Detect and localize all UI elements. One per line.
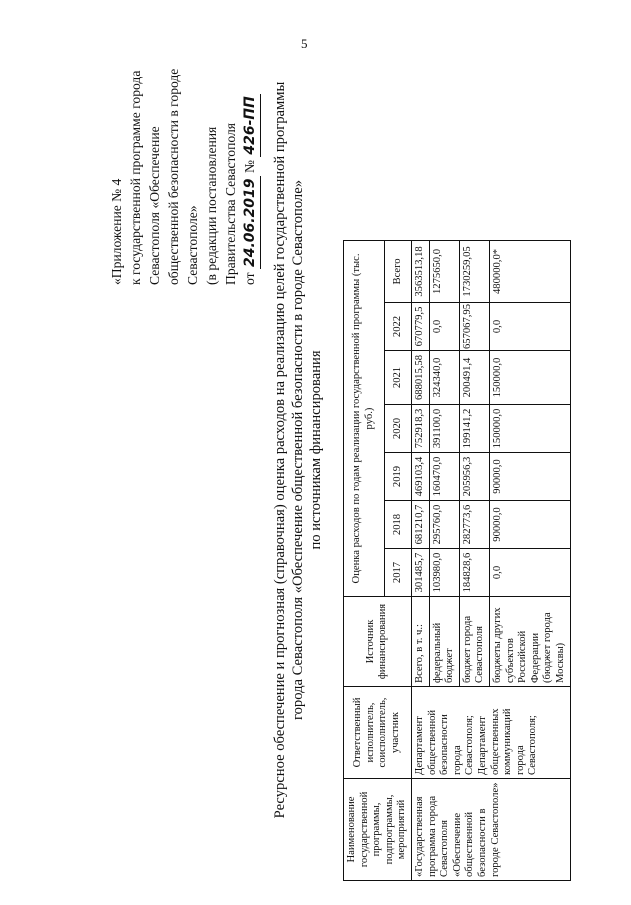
header-year: 2022: [384, 302, 411, 350]
header-year: 2020: [384, 405, 411, 453]
program-name-cell: «Государственная программа города Севастополя «Обеспечение общественной безопасности в городе Севастополе»: [411, 779, 570, 881]
source-cell: бюджет города Севастополя: [459, 597, 489, 687]
value-cell: 160470,0: [429, 453, 459, 501]
number-prefix: №: [242, 160, 257, 174]
total-cell: 1275650,0: [429, 240, 459, 302]
value-cell: 150000,0: [489, 405, 570, 453]
value-cell: 90000,0: [489, 453, 570, 501]
funding-table: [343, 240, 571, 881]
title-line: Ресурсное обеспечение и прогнозная (справочная) оценка расходов на реализацию целей государственной программы: [272, 81, 288, 819]
appendix-line: к государственной программе города: [128, 70, 143, 285]
value-cell: 184828,6: [459, 549, 489, 597]
header-executor: Ответственный исполнитель, соисполнитель, участник: [344, 687, 412, 779]
value-cell: 150000,0: [489, 351, 570, 405]
document-title: [271, 15, 325, 885]
source-cell: федеральный бюджет: [429, 597, 459, 687]
header-year: 2018: [384, 501, 411, 549]
appendix-line: (в редакции постановления: [204, 126, 219, 285]
appendix-line: «Приложение № 4: [109, 178, 124, 285]
header-estimate: Оценка расходов по годам реализации государственной программы (тыс. руб.): [344, 240, 385, 596]
value-cell: 0,0: [429, 302, 459, 350]
value-cell: 301485,7: [411, 549, 429, 597]
value-cell: 670779,5: [411, 302, 429, 350]
value-cell: 469103,4: [411, 453, 429, 501]
header-source: Источник финансирования: [344, 597, 412, 687]
header-name: Наименование государственной программы, подпрограммы, мероприятий: [344, 779, 412, 881]
appendix-line: Правительства Севастополя: [223, 122, 238, 285]
value-cell: 752918,3: [411, 405, 429, 453]
total-cell: 3563513,18: [411, 240, 429, 302]
value-cell: 103980,0: [429, 549, 459, 597]
value-cell: 295760,0: [429, 501, 459, 549]
value-cell: 200491,4: [459, 351, 489, 405]
value-cell: 199141,2: [459, 405, 489, 453]
source-cell: бюджеты других субъектов Российской Федерации (бюджет города Москвы): [489, 597, 570, 687]
executor-cell: Департамент общественной безопасности города Севастополя; Департамент общественных коммуникаций города Севастополя;: [411, 687, 570, 779]
value-cell: 282773,6: [459, 501, 489, 549]
value-cell: 681210,7: [411, 501, 429, 549]
table-row: [411, 240, 429, 880]
handwritten-date: 24.06.2019: [241, 176, 261, 269]
value-cell: 688015,58: [411, 351, 429, 405]
total-cell: 480000,0*: [489, 240, 570, 302]
total-cell: 1730259,05: [459, 240, 489, 302]
value-cell: 205956,3: [459, 453, 489, 501]
handwritten-number: 426-ПП: [241, 94, 261, 156]
source-cell: Всего, в т. ч.:: [411, 597, 429, 687]
title-line: города Севастополя «Обеспечение общественной безопасности в городе Севастополе»: [290, 180, 306, 721]
header-year: 2021: [384, 351, 411, 405]
appendix-line: Севастополе»: [185, 205, 200, 285]
appendix-header: [107, 69, 261, 285]
appendix-line: Севастополя «Обеспечение: [147, 126, 162, 285]
page-number: 5: [301, 36, 308, 51]
value-cell: 0,0: [489, 549, 570, 597]
value-cell: 657067,95: [459, 302, 489, 350]
value-cell: 324340,0: [429, 351, 459, 405]
title-line: по источникам финансирования: [308, 350, 324, 550]
header-total: Всего: [384, 240, 411, 302]
header-year: 2017: [384, 549, 411, 597]
appendix-line: общественной безопасности в городе: [166, 68, 181, 285]
rotated-content: [45, 15, 585, 885]
header-year: 2019: [384, 453, 411, 501]
value-cell: 0,0: [489, 302, 570, 350]
value-cell: 391100,0: [429, 405, 459, 453]
value-cell: 90000,0: [489, 501, 570, 549]
appendix-date-line: [240, 69, 261, 285]
date-prefix: от: [242, 272, 257, 285]
